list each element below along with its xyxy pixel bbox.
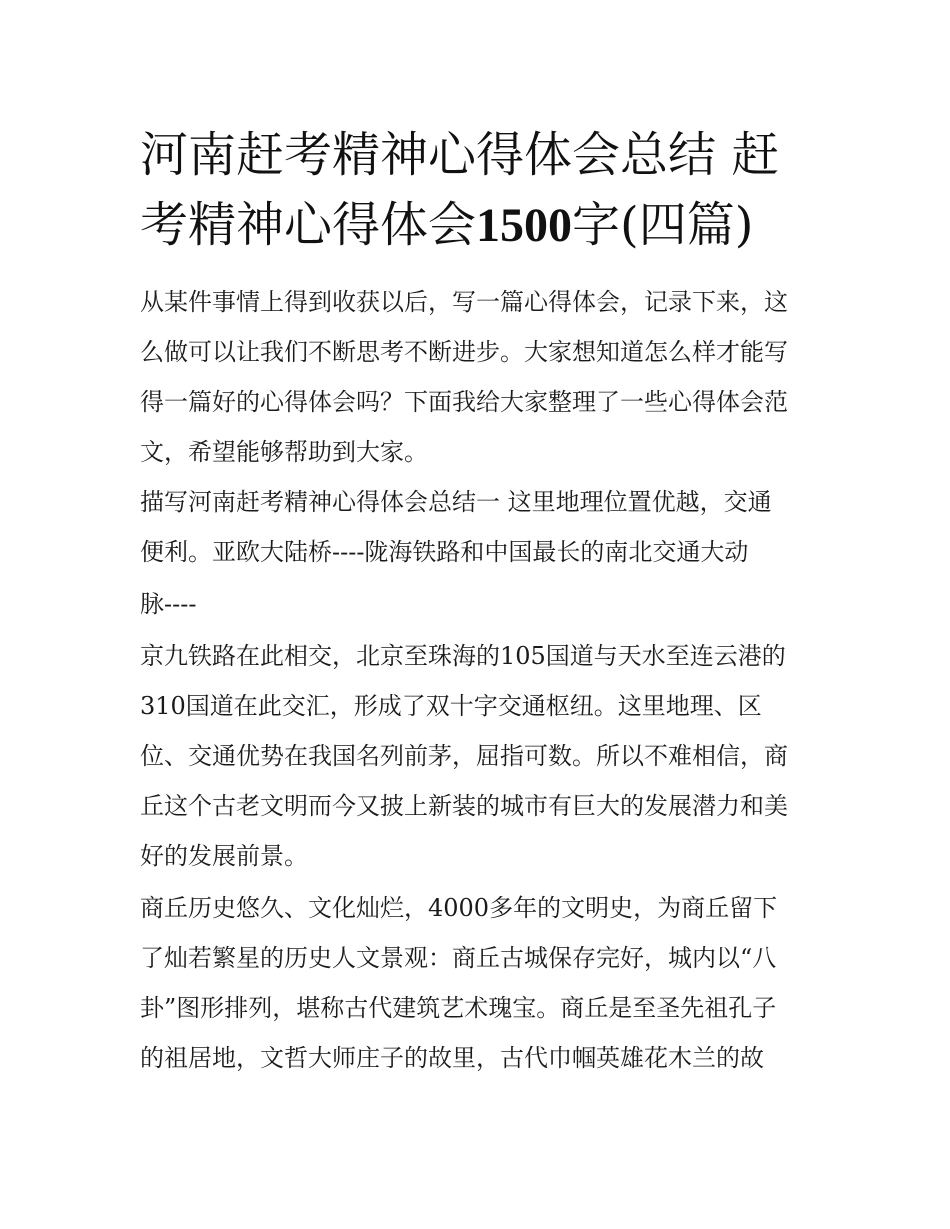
- body-line: 好的发展前景。: [140, 842, 308, 870]
- body-line: 丘这个古老文明而今又披上新装的城市有巨大的发展潜力和美: [140, 792, 788, 820]
- title-text-part2: 字(四篇): [572, 197, 754, 253]
- body-line: 么做可以让我们不断思考不断进步。大家想知道怎么样才能写: [140, 338, 788, 366]
- body-line: 京九铁路在此相交，北京至珠海的105国道与天水至连云港的: [140, 642, 786, 670]
- title-text-part1: 河南赶考精神心得体会总结 赶考精神心得体会: [140, 127, 780, 253]
- body-line: 位、交通优势在我国名列前茅，屈指可数。所以不难相信，商: [140, 742, 788, 770]
- document-title: [140, 120, 820, 261]
- title-number: 1500: [476, 199, 573, 252]
- body-line: 描写河南赶考精神心得体会总结一 这里地理位置优越，交通: [140, 488, 772, 516]
- body-line: 了灿若繁星的历史人文景观：商丘古城保存完好，城内以“八: [140, 944, 777, 972]
- body-line: 便利。亚欧大陆桥----陇海铁路和中国最长的南北交通大动: [140, 538, 749, 566]
- body-line: 卦”图形排列，堪称古代建筑艺术瑰宝。商丘是至圣先祖孔子: [140, 994, 777, 1022]
- body-line: 文，希望能够帮助到大家。: [140, 438, 428, 466]
- body-line: 得一篇好的心得体会吗？下面我给大家整理了一些心得体会范: [140, 388, 788, 416]
- body-line: 商丘历史悠久、文化灿烂，4000多年的文明史，为商丘留下: [140, 894, 778, 922]
- body-line: 脉----: [140, 590, 197, 618]
- body-line: 的祖居地，文哲大师庄子的故里，古代巾帼英雄花木兰的故: [140, 1044, 764, 1072]
- body-line: 310国道在此交汇，形成了双十字交通枢纽。这里地理、区: [140, 692, 762, 720]
- body-line: 从某件事情上得到收获以后，写一篇心得体会，记录下来，这: [140, 288, 788, 316]
